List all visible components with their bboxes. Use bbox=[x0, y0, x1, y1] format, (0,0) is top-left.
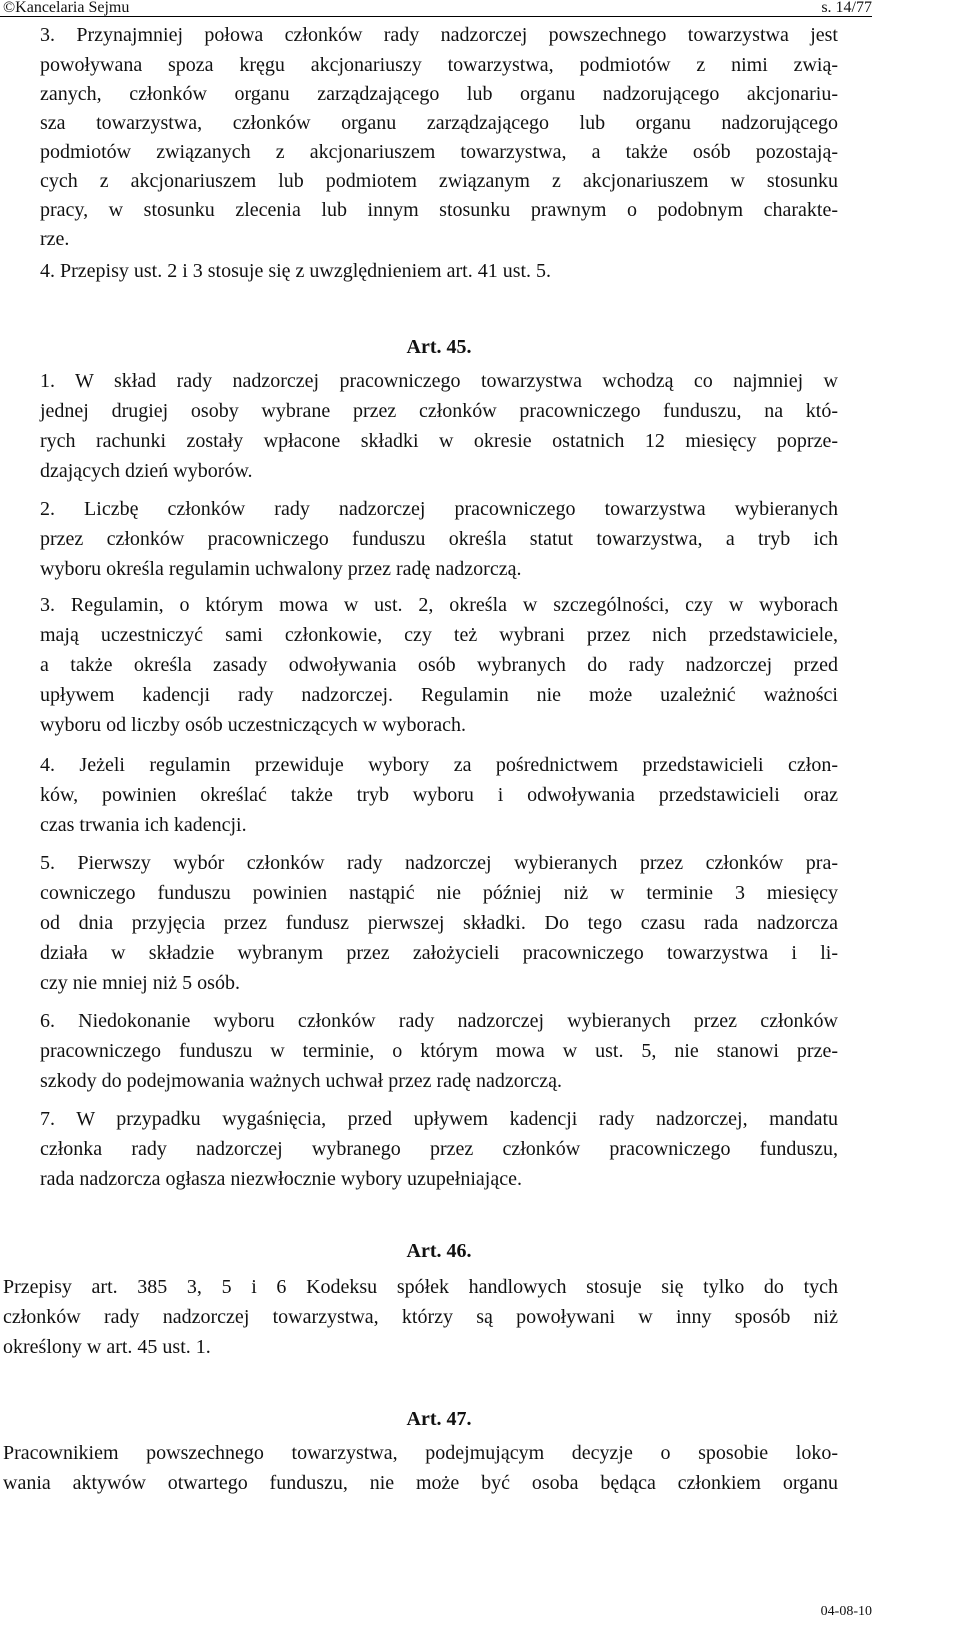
text-line: czy nie mniej niż 5 osób. bbox=[40, 972, 240, 994]
article-heading: Art. 46. bbox=[406, 1240, 472, 1262]
text-line: 7. W przypadku wygaśnięcia, przed upływem kadencji rady nadzorczej, mandatu bbox=[40, 1108, 838, 1130]
text-line: 3. Regulamin, o którym mowa w ust. 2, określa w szczególności, czy w wyborach bbox=[40, 594, 838, 616]
text-line: cych z akcjonariuszem lub podmiotem związanym z akcjonariuszem w stosunku bbox=[40, 170, 838, 192]
text-line: 1. W skład rady nadzorczej pracowniczego towarzystwa wchodzą co najmniej w bbox=[40, 370, 838, 392]
text-line: 6. Niedokonanie wyboru członków rady nadzorczej wybieranych przez członków bbox=[40, 1010, 838, 1032]
text-line: rze. bbox=[40, 228, 70, 250]
text-line: 2. Liczbę członków rady nadzorczej pracowniczego towarzystwa wybieranych bbox=[40, 498, 838, 520]
text-line: rych rachunki zostały wpłacone składki w okresie ostatnich 12 miesięcy poprze- bbox=[40, 430, 838, 452]
article-heading: Art. 45. bbox=[406, 336, 472, 358]
text-line: szkody do podejmowania ważnych uchwał przez radę nadzorczą. bbox=[40, 1070, 562, 1092]
text-line: cowniczego funduszu powinien nastąpić nie później niż w terminie 3 miesięcy bbox=[40, 882, 838, 904]
header-rule bbox=[0, 16, 872, 17]
text-line: członków rady nadzorczej towarzystwa, którzy są powoływani w inny sposób niż bbox=[3, 1306, 838, 1328]
article-heading: Art. 47. bbox=[406, 1408, 472, 1430]
text-line: sza towarzystwa, członków organu zarządzającego lub organu nadzorującego bbox=[40, 112, 838, 134]
text-line: wania aktywów otwartego funduszu, nie może być osoba będąca członkiem organu bbox=[3, 1472, 838, 1494]
text-line: 4. Jeżeli regulamin przewiduje wybory za pośrednictwem przedstawicieli człon- bbox=[40, 754, 838, 776]
text-line: mają uczestniczyć sami członkowie, czy też wybrani przez nich przedstawiciele, bbox=[40, 624, 838, 646]
text-line: Pracownikiem powszechnego towarzystwa, podejmującym decyzje o sposobie loko- bbox=[3, 1442, 838, 1464]
text-line: 3. Przynajmniej połowa członków rady nadzorczej powszechnego towarzystwa jest bbox=[40, 24, 838, 46]
text-line: od dnia przyjęcia przez fundusz pierwszej składki. Do tego czasu rada nadzorcza bbox=[40, 912, 838, 934]
text-line: 4. Przepisy ust. 2 i 3 stosuje się z uwzględnieniem art. 41 ust. 5. bbox=[40, 260, 552, 282]
text-line: wyboru określa regulamin uchwalony przez radę nadzorczą. bbox=[40, 558, 522, 580]
text-line: określony w art. 45 ust. 1. bbox=[3, 1336, 211, 1358]
header-source: ©Kancelaria Sejmu bbox=[3, 0, 130, 16]
text-line: jednej drugiej osoby wybrane przez członków pracowniczego funduszu, na któ- bbox=[40, 400, 838, 422]
text-line: członka rady nadzorczej wybranego przez członków pracowniczego funduszu, bbox=[40, 1138, 838, 1160]
text-line: przez członków pracowniczego funduszu określa statut towarzystwa, a tryb ich bbox=[40, 528, 838, 550]
page-header bbox=[0, 0, 872, 22]
text-line: upływem kadencji rady nadzorczej. Regulamin nie może uzależnić ważności bbox=[40, 684, 838, 706]
text-line: podmiotów związanych z akcjonariuszem towarzystwa, a także osób pozostają- bbox=[40, 141, 838, 163]
text-line: pracy, w stosunku zlecenia lub innym stosunku prawnym o podobnym charakte- bbox=[40, 199, 838, 221]
header-page-number: s. 14/77 bbox=[821, 0, 872, 16]
text-line: wyboru od liczby osób uczestniczących w wyborach. bbox=[40, 714, 466, 736]
text-line: zanych, członków organu zarządzającego lub organu nadzorującego akcjonariu- bbox=[40, 83, 838, 105]
text-line: powoływana spoza kręgu akcjonariuszy towarzystwa, podmiotów z nimi zwią- bbox=[40, 54, 838, 76]
text-line: Przepisy art. 385 3, 5 i 6 Kodeksu spółek handlowych stosuje się tylko do tych bbox=[3, 1276, 838, 1298]
text-line: a także określa zasady odwoływania osób wybranych do rady nadzorczej przed bbox=[40, 654, 838, 676]
text-line: pracowniczego funduszu w terminie, o którym mowa w ust. 5, nie stanowi prze- bbox=[40, 1040, 838, 1062]
text-line: dzających dzień wyborów. bbox=[40, 460, 253, 482]
text-line: ków, powinien określać także tryb wyboru i odwoływania przedstawicieli oraz bbox=[40, 784, 838, 806]
text-line: rada nadzorcza ogłasza niezwłocznie wybory uzupełniające. bbox=[40, 1168, 522, 1190]
text-line: działa w składzie wybranym przez założycieli pracowniczego towarzystwa i li- bbox=[40, 942, 838, 964]
footer-date: 04-08-10 bbox=[820, 1604, 872, 1619]
text-line: czas trwania ich kadencji. bbox=[40, 814, 247, 836]
text-line: 5. Pierwszy wybór członków rady nadzorczej wybieranych przez członków pra- bbox=[40, 852, 838, 874]
